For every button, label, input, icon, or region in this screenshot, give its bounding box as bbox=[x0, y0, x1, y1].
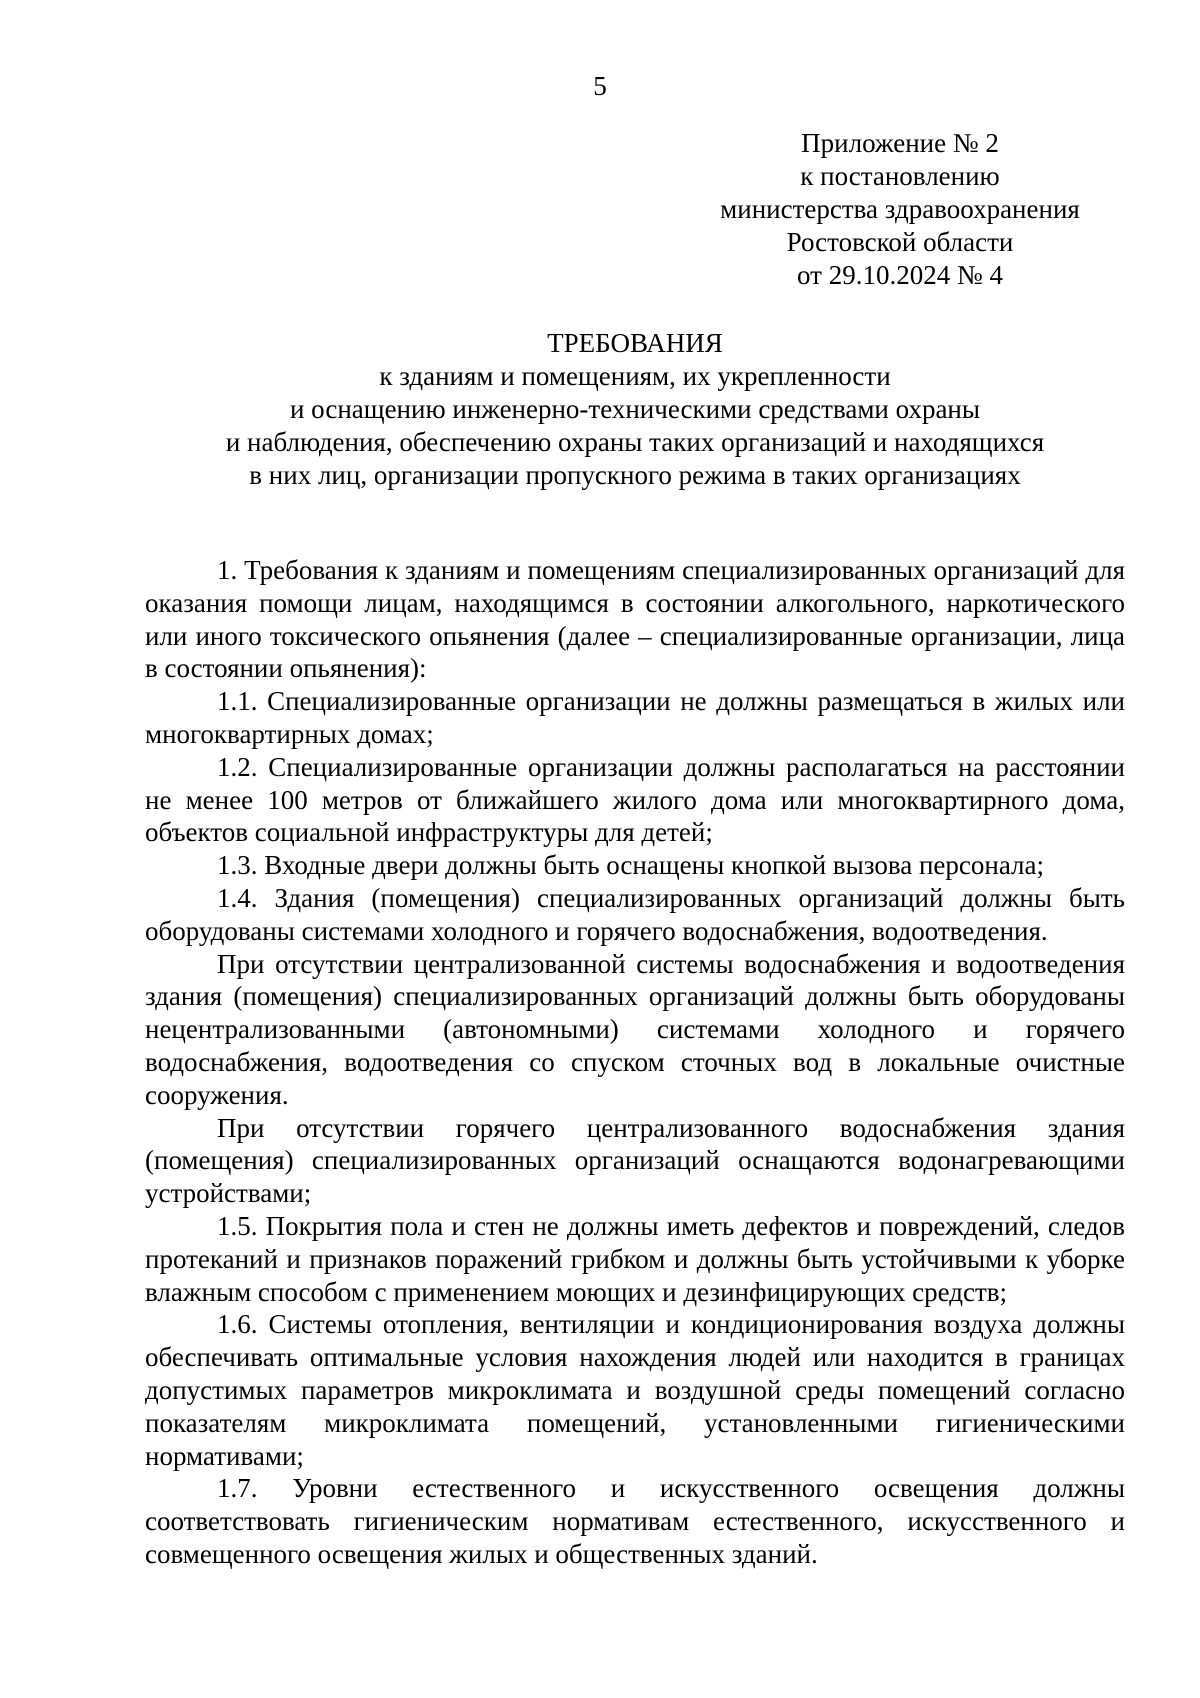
paragraph-1-4: 1.4. Здания (помещения) специализированных организаций должны быть оборудованы системами холодного и горячего водоснабжения, водоотведения. bbox=[145, 882, 1125, 946]
paragraph-1-3: 1.3. Входные двери должны быть оснащены кнопкой вызова персонала; bbox=[217, 850, 1044, 881]
document-body bbox=[145, 554, 1125, 1571]
paragraph-1-6: 1.6. Системы отопления, вентиляции и кондиционирования воздуха должны обеспечивать оптимальные условия нахождения людей или находится в границах допустимых параметров микроклимата и воздушной среды помещений согласно показателям микроклимата помещений, установленными гигиеническими нормативами; bbox=[145, 1309, 1125, 1471]
paragraph-1-4-no-central-supply: При отсутствии централизованной системы водоснабжения и водоотведения здания (помещения) специализированных организаций должны быть оборудованы нецентрализованными (автономными) системами холодного и горячего водоснабжения, водоотведения со спуском сточных вод в локальные очистные сооружения. bbox=[145, 948, 1125, 1110]
paragraph-1-2: 1.2. Специализированные организации должны располагаться на расстоянии не менее 100 метров от ближайшего жилого дома или многоквартирного дома, объектов социальной инфраструктуры для детей; bbox=[145, 751, 1125, 848]
title-line: и наблюдения, обеспечению охраны таких организаций и находящихся bbox=[225, 427, 1045, 457]
document-title bbox=[145, 327, 1125, 492]
appendix-line: Приложение № 2 bbox=[801, 128, 999, 158]
appendix-line: Ростовской области bbox=[786, 227, 1014, 257]
title-line: в них лиц, организации пропускного режима в таких организациях bbox=[249, 460, 1021, 490]
page-number: 5 bbox=[593, 71, 607, 101]
appendix-header bbox=[680, 127, 1120, 292]
appendix-line: к постановлению bbox=[800, 161, 1000, 191]
appendix-line: от 29.10.2024 № 4 bbox=[797, 260, 1003, 290]
paragraph-1-7: 1.7. Уровни естественного и искусственного освещения должны соответствовать гигиеническим нормативам естественного, искусственного и совмещенного освещения жилых и общественных зданий. bbox=[145, 1473, 1125, 1569]
paragraph-1-4-no-hot-water: При отсутствии горячего централизованного водоснабжения здания (помещения) специализированных организаций оснащаются водонагревающими устройствами; bbox=[145, 1112, 1125, 1209]
paragraph-1-1: 1.1. Специализированные организации не должны размещаться в жилых или многоквартирных домах; bbox=[145, 686, 1125, 749]
paragraph-1: 1. Требования к зданиям и помещениям специализированных организаций для оказания помощи лицам, находящимся в состоянии алкогольного, наркотического или иного токсического опьянения (далее – специализированные организации, лица в состоянии опьянения): bbox=[145, 555, 1125, 684]
title-heading: ТРЕБОВАНИЯ bbox=[547, 328, 723, 358]
title-line: к зданиям и помещениям, их укрепленности bbox=[379, 361, 891, 391]
appendix-line: министерства здравоохранения bbox=[720, 194, 1080, 224]
paragraph-1-5: 1.5. Покрытия пола и стен не должны иметь дефектов и повреждений, следов протеканий и признаков поражений грибком и должны быть устойчивыми к уборке влажным способом с применением моющих и дезинфицирующих средств; bbox=[145, 1210, 1125, 1307]
title-line: и оснащению инженерно-техническими средствами охраны bbox=[289, 394, 981, 424]
